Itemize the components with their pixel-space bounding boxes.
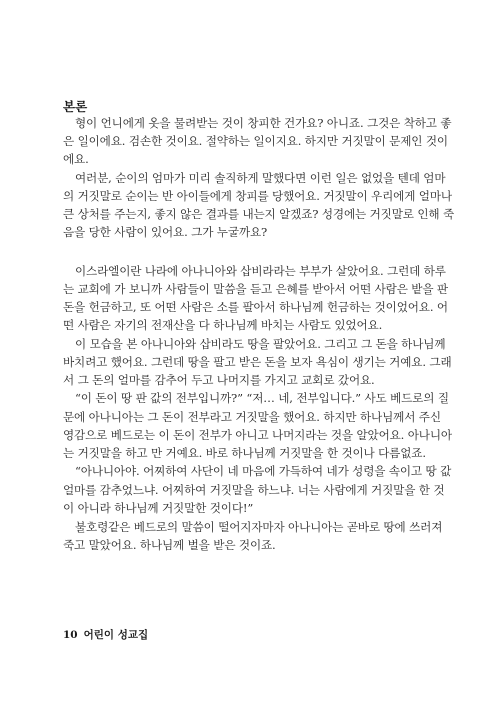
page-number: 10 bbox=[63, 629, 78, 641]
text-line: 은 일이에요. 검손한 것이요. 절약하는 일이지요. 하지만 거짓말이 문제인 것이 bbox=[63, 134, 448, 148]
text-line: 문에 아나니아는 그 돈이 전부라고 거짓말을 했어요. 하지만 하나님께서 주신 bbox=[63, 410, 441, 424]
text-line: “이 돈이 땅 판 값의 전부입니까?” “저… 네, 전부입니다.” 사도 베드로의 질 bbox=[75, 391, 449, 405]
text-line: 얼마를 감추었느냐. 어찌하여 거짓말을 하느냐. 너는 사람에게 거짓말을 한 것 bbox=[63, 483, 445, 497]
text-line: 큰 상처를 주는지, 좋지 않은 결과를 내는지 알겠죠? 성경에는 거짓말로 인해 죽 bbox=[63, 207, 455, 221]
text-line: “아나니아야. 어찌하여 사단이 네 마음에 가득하여 네가 성령을 속이고 땅 값 bbox=[75, 464, 452, 478]
text-line: 는 교회에 가 보니까 사람들이 말씀을 듣고 은혜를 받아서 어떤 사람은 밭을 판 bbox=[63, 282, 448, 296]
text-line: 바치려고 했어요. 그런데 땅을 팔고 받은 돈을 보자 욕심이 생기는 거예요. 그래 bbox=[63, 355, 452, 369]
text-line: 의 거짓말로 순이는 반 아이들에게 창피를 당했어요. 거짓말이 우리에게 얼마나 bbox=[63, 189, 452, 203]
text-line: 에요. bbox=[63, 152, 89, 166]
page-footer bbox=[63, 627, 148, 642]
text-line: 여러분, 순이의 엄마가 미리 솔직하게 말했다면 이런 일은 없었을 텐데 엄마 bbox=[75, 171, 446, 185]
text-line: 죽고 말았어요. 하나님께 벌을 받은 것이죠. bbox=[63, 538, 276, 552]
text-line: 는 거짓말을 하고 만 거예요. 바로 하나님께 거짓말을 한 것이나 다름없죠. bbox=[63, 446, 426, 460]
text-line: 불호령같은 베드로의 말씀이 떨어지자마자 아나니아는 곧바로 땅에 쓰러져 bbox=[75, 520, 443, 534]
text-line: 형이 언니에게 옷을 물려받는 것이 창피한 건가요? 아니죠. 그것은 착하고 좋 bbox=[75, 116, 452, 130]
text-line: 서 그 돈의 얼마를 감추어 두고 나머지를 가지고 교회로 갔어요. bbox=[63, 373, 375, 387]
text-line: 이 모습을 본 아나니아와 삽비라도 땅을 팔았어요. 그리고 그 돈을 하나님께 bbox=[75, 337, 446, 351]
text-line: 음을 당한 사람이 있어요. 그가 누굴까요? bbox=[63, 225, 268, 239]
text-line: 떤 사람은 자기의 전재산을 다 하나님께 바치는 사람도 있었어요. bbox=[63, 318, 383, 332]
text-line: 영감으로 베드로는 이 돈이 전부가 아니고 나머지라는 것을 알았어요. 아나니아 bbox=[63, 428, 452, 442]
book-title: 어린이 성교집 bbox=[83, 629, 149, 641]
text-line: 이스라엘이란 나라에 아나니아와 삽비라라는 부부가 살았어요. 그런데 하루 bbox=[75, 264, 446, 278]
text-line: 돈을 헌금하고, 또 어떤 사람은 소를 팔아서 하나님께 헌금하는 것이었어요. 어 bbox=[63, 300, 448, 314]
text-line: 이 아니라 하나님께 거짓말한 것이다!” bbox=[63, 501, 254, 515]
section-heading: 본론 bbox=[63, 99, 88, 114]
